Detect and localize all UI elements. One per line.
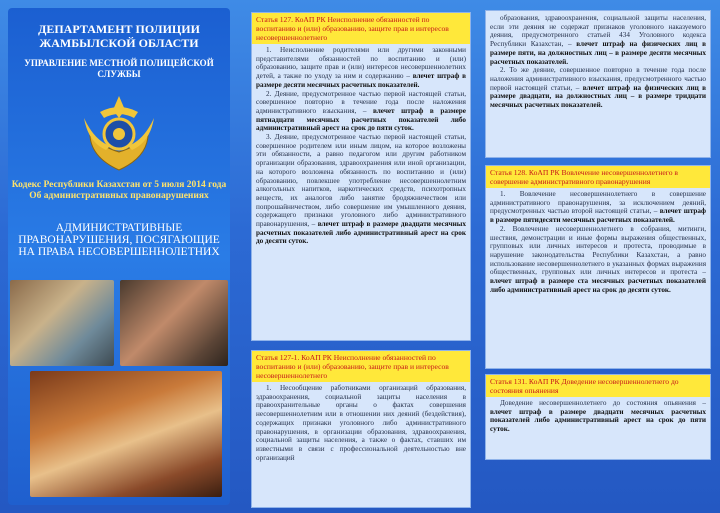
article-127-1-part-1: 1. Несообщение работниками организаций образования, здравоохранения, социальной защиты населения в правоохранительные органы о фактах совершения несовершеннолетним или в отношении них деяний (бездействия), содержащих признаки уголовного либо административного правонарушения, в организации образования, здравоохранения, социальной защиты населения, а также о фактах, ставших им известными в связи с профессиональной деятельностью вне организаций	[256, 384, 466, 462]
article-128-penalty-1: влечет штраф в размере пятидесяти месячных расчетных показателей.	[490, 207, 706, 225]
article-127-penalty-3: влечет штраф в размере двадцати месячных расчетных показателей либо административный арест на срок до десяти суток.	[256, 220, 466, 246]
department-subtitle: УПРАВЛЕНИЕ МЕСТНОЙ ПОЛИЦЕЙСКОЙ СЛУЖБЫ	[24, 58, 214, 79]
article-128-body	[486, 188, 710, 296]
article-127-1-penalty-1: влечет штраф на физических лиц в размере пяти, на должностных лиц – в размере десяти месячных расчетных показателей.	[490, 40, 707, 66]
article-128-part-2: 2. Вовлечение несовершеннолетнего в собрания, митинги, шествия, демонстрации и иные формы выражения общественных, групповых или личных интересов и протеста, проводимые в нарушение законодательства Республики Казахстан, а равно использование несовершеннолетнего в указанных формах выражения общественных, групповых или личных интересов и протеста –	[490, 224, 706, 277]
article-127-penalty-2: влечет штраф в размере пятнадцати месячных расчетных показателей либо административный арест на срок до пяти суток.	[256, 106, 466, 133]
photo-drinking-teen	[10, 280, 114, 366]
title-panel	[8, 8, 230, 505]
article-127-part-3: 3. Деяние, предусмотренное частью первой настоящей статьи, совершенное родителем или иным лицом, на которое возложены эти обязанности, а равно педагогом или другим работником организации образования, здравоохранения или иной организации, на которого возложена обязанность по воспитанию и (или) образованию, повлекшее употребление несовершеннолетним алкогольных напитков, наркотических средств, психотропных веществ, их аналогов либо занятие бродяжничеством или попрошайничеством, либо совершение им умышленного деяния, содержащего признаки уголовного либо административного правонарушения, –	[256, 133, 466, 229]
article-128	[485, 165, 711, 369]
article-131-body	[486, 397, 710, 436]
article-127-penalty-1: влечет штраф в размере десяти месячных расчетных показателей.	[256, 72, 466, 89]
leaflet-headline: АДМИНИСТРАТИВНЫЕ ПРАВОНАРУШЕНИЯ, ПОСЯГАЮЩИЕ НА ПРАВА НЕСОВЕРШЕННОЛЕТНИХ	[18, 222, 220, 258]
article-127-part-1: 1. Неисполнение родителями или другими законными представителями обязанностей по воспитанию и (или) образованию, защите прав и (или) интересов несовершеннолетних детей, а также по уходу за ним и содержанию –	[256, 46, 466, 81]
article-128-penalty-2: влечет штраф в размере ста месячных расчетных показателей либо административный арест на срок до десяти суток.	[490, 277, 706, 294]
article-131-part-1: Доведение несовершеннолетнего до состояния опьянения –	[500, 399, 706, 407]
article-127-1-title: Статья 127-1. КоАП РК Неисполнение обязанностей по воспитанию и (или) образованию, защите прав и интересов несовершеннолетнего	[252, 351, 470, 382]
article-127-1-continued	[485, 10, 711, 158]
article-127-1-penalty-2: влечет штраф на физических лиц в размере двадцати, на должностных лиц – в размере тридцати месячных расчетных показателей.	[490, 83, 707, 110]
article-127-1-cont-part-2: 2. То же деяние, совершенное повторно в течение года после наложения административного взыскания, предусмотренного частью первой настоящей статьи, –	[490, 66, 706, 92]
article-127-1-continued-body	[486, 11, 710, 112]
photo-teen-with-bottle	[120, 280, 228, 366]
article-127	[251, 12, 471, 341]
article-127-1-cont-part-1: образования, здравоохранения, социальной защиты населения, если эти деяния не содержат признаков уголовного наказуемого деяния, предусмотренного статьей 434 Уголовного кодекса Республики Казахстан, –	[490, 14, 706, 49]
code-title: Кодекс Республики Казахстан от 5 июля 2014 года Об административных правонарушениях	[11, 180, 227, 201]
photo-family-reading	[30, 371, 222, 497]
article-127-1-body	[252, 382, 470, 464]
article-131-penalty-1: влечет штраф в размере двадцати месячных расчетных показателей либо административный арест на срок до пяти суток.	[490, 407, 706, 434]
police-emblem-icon	[80, 90, 158, 176]
article-128-title: Статья 128. КоАП РК Вовлечение несовершеннолетнего в совершение административного правонарушения	[486, 166, 710, 188]
article-131-title: Статья 131. КоАП РК Доведение несовершеннолетнего до состояния опьянения	[486, 375, 710, 397]
article-127-title: Статья 127. КоАП РК Неисполнение обязанностей по воспитанию и (или) образованию, защите прав и интересов несовершеннолетнего	[252, 13, 470, 44]
article-127-part-2: 2. Деяние, предусмотренное частью первой настоящей статьи, совершенное повторно в течение года после наложения административного взыскания, –	[256, 89, 466, 115]
article-127-body	[252, 44, 470, 248]
article-128-part-1: 1. Вовлечение несовершеннолетнего в совершение административного правонарушения, за исключением деяний, предусмотренных частью второй настоящей статьи, –	[490, 190, 706, 216]
department-title: ДЕПАРТАМЕНТ ПОЛИЦИИ ЖАМБЫЛСКОЙ ОБЛАСТИ	[38, 22, 200, 50]
article-127-1	[251, 350, 471, 508]
article-131	[485, 374, 711, 460]
